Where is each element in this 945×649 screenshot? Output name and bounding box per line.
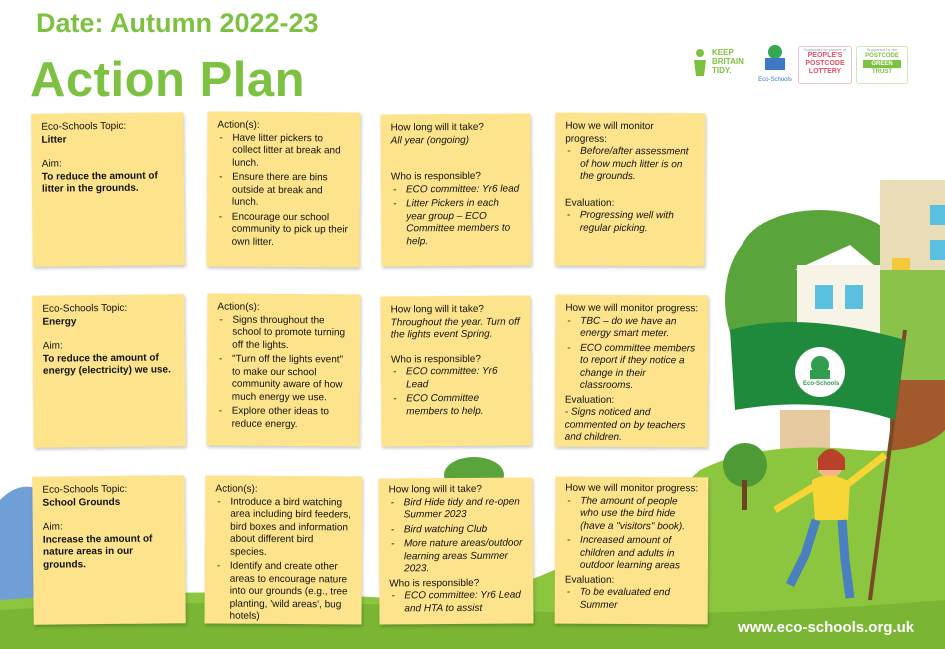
time-label: How long will it take? [390,121,484,134]
actions-label: Action(s): [217,301,260,313]
actions-note-energy [206,293,360,446]
list-item: - Ensure there are bins outside at break and lunch. [217,172,350,210]
actions-list [217,132,351,249]
monitor-list [565,315,698,393]
monitor-note-energy [555,295,709,448]
time-label: How long will it take? [388,483,482,496]
list-item: - ECO committee: Yr6 lead [391,183,521,196]
responsible-list [389,590,523,616]
kbt-text-2: BRITAIN [712,57,744,66]
responsible-list [391,366,521,419]
topic-label: Eco-Schools Topic: [42,483,128,496]
time-note-litter [380,113,531,266]
topic-name: School Grounds [42,496,121,509]
responsible-list [391,183,521,248]
list-item: - ECO committee: Yr6 Lead and HTA to assist [389,590,523,616]
pgt-top-text: Supported by the [866,47,898,52]
pgt-text-1: POSTCODE [865,53,899,59]
topic-note-litter [31,112,185,267]
flag-eco-schools-label: Eco-Schools [803,381,840,387]
ppl-top-text: Supported by players of [803,47,847,52]
evaluation-label: Evaluation: [564,394,615,406]
date-heading: Date: Autumn 2022-23 [36,8,319,38]
responsible-label: Who is responsible? [390,170,481,183]
time-note-energy [380,295,531,446]
aim-text: To reduce the amount of energy (electricity) we use. [42,351,171,377]
list-item: - Before/after assessment of how much litter is on the grounds. [565,146,695,184]
topic-note-school-grounds [32,475,186,625]
evaluation-list [565,210,695,236]
list-item: - Bird watching Club [389,523,523,536]
list-item: - Introduce a bird watching area including bird feeders, bird boxes and information about different bird species. [215,496,352,559]
monitor-list [565,495,698,573]
page-title: Action Plan [30,53,306,107]
list-item: - ECO committee: Yr6 Lead [391,366,521,392]
kbt-text-1: KEEP [712,48,734,57]
monitor-note-litter [555,113,706,267]
ppl-text-2: POSTCODE [805,60,845,67]
actions-label: Action(s): [215,483,258,495]
aim-label: Aim: [41,158,62,170]
list-item: - Explore other ideas to reduce energy. [217,406,350,432]
monitor-label: How we will monitor progress: [565,482,699,495]
evaluation-label: Evaluation: [564,574,615,586]
eco-schools-logo-text: Eco-Schools [758,77,792,83]
evaluation-text: - Signs noticed and commented on by teachers and children. [564,406,686,443]
list-item: - Litter Pickers in each year group – ECO Committee members to help. [391,198,521,249]
eco-schools-logo [758,44,792,84]
actions-list [214,496,352,624]
list-item: - Bird Hide tidy and re-open Summer 2023 [389,496,523,522]
topic-label: Eco-Schools Topic: [42,302,128,315]
actions-note-litter [206,111,360,267]
actions-list [217,314,351,431]
list-item: - The amount of people who use the bird hide (have a "visitors" book). [565,495,698,533]
time-label: How long will it take? [390,303,484,316]
evaluation-list [565,587,698,613]
time-note-school-grounds [378,477,533,624]
pgt-text-2: GREEN [863,60,901,68]
postcode-lottery-logo [798,46,852,84]
ppl-text-1: PEOPLE'S [807,52,843,59]
list-item: - More nature areas/outdoor learning areas Summer 2023. [389,538,523,576]
topic-name: Energy [42,315,77,328]
topic-label: Eco-Schools Topic: [41,120,127,133]
sponsor-logos [690,44,916,84]
keep-britain-tidy-logo [690,46,752,80]
kbt-text-3: TIDY. [712,66,732,75]
list-item: - Have litter pickers to collect litter at break and lunch. [217,132,350,170]
list-item: - To be evaluated end Summer [565,587,698,613]
list-item: - Identify and create other areas to encourage nature into our grounds (e.g., tree planting, 'wild areas', bug hotels) [214,561,351,624]
list-item: - "Turn off the lights event" to make our school community aware of how much energy we use. [217,354,350,405]
time-list [389,496,524,576]
aim-text: To reduce the amount of litter in the grounds. [41,169,158,195]
list-item: - Encourage our school community to pick up their own litter. [217,211,350,249]
list-item: - Signs throughout the school to promote turning off the lights. [217,314,350,352]
evaluation-label: Evaluation: [564,197,615,209]
monitor-list [565,146,695,184]
actions-note-school-grounds [204,475,362,624]
aim-label: Aim: [42,521,63,533]
list-item: - ECO Committee members to help. [391,393,521,419]
monitor-label: How we will monitor progress: [565,302,699,315]
ppl-text-3: LOTTERY [808,68,842,75]
list-item: - Progressing well with regular picking. [565,210,695,236]
postcode-green-trust-logo [856,46,908,84]
list-item: - TBC – do we have an energy smart meter. [565,315,698,341]
pgt-text-3: TRUST [872,69,892,75]
responsible-label: Who is responsible? [389,577,480,589]
time-value: All year (ongoing) [390,134,470,146]
time-value: Throughout the year. Turn off the lights event Spring. [390,316,520,341]
topic-name: Litter [41,133,67,146]
monitor-label: How we will monitor progress: [565,120,654,145]
footer-url-link[interactable]: www.eco-schools.org.uk [738,619,915,636]
topic-note-energy [32,294,186,448]
list-item: - ECO committee members to report if they notice a change in their classrooms. [565,342,698,393]
aim-label: Aim: [42,340,63,352]
actions-label: Action(s): [217,119,260,131]
aim-text: Increase the amount of nature areas in our grounds. [42,533,153,571]
list-item: - Increased amount of children and adults in outdoor learning areas [565,535,698,573]
responsible-label: Who is responsible? [390,353,482,365]
monitor-note-school-grounds [555,477,709,625]
